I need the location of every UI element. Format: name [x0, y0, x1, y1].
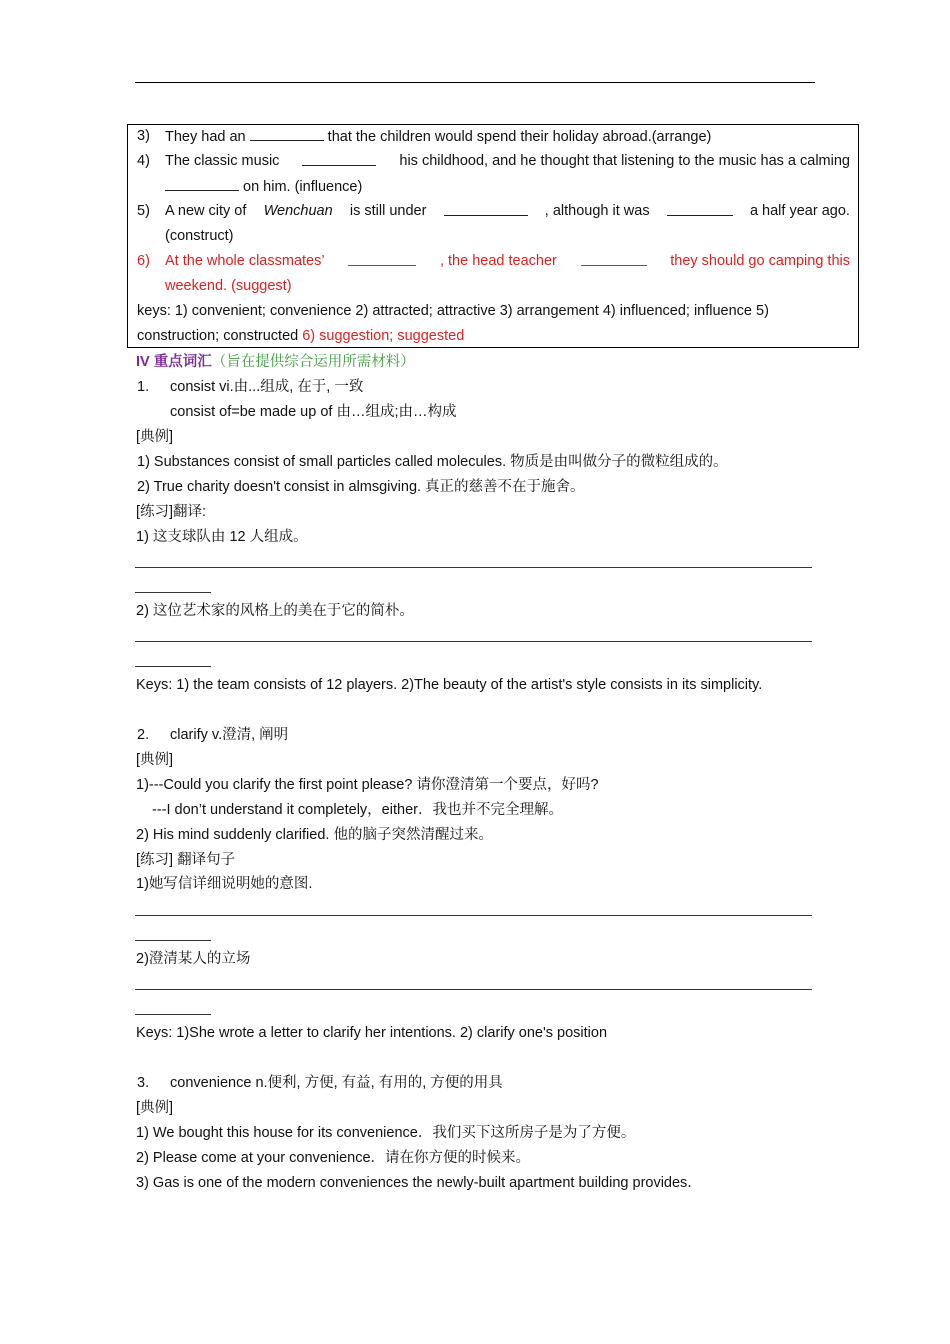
word-2-number: 2. [137, 727, 150, 743]
word-3-example-2: 2) Please come at your convenience．请在你方便的时候来。 [136, 1150, 531, 1166]
box-item-4-line-2: on him. (influence) [165, 176, 362, 197]
section-heading: IV 重点词汇（旨在提供综合运用所需材料） [136, 354, 415, 370]
box-item-6-line-1: At the whole classmates’ , the head teacher they should go camping this [165, 253, 850, 269]
word-3-example-label: [典例] [136, 1100, 174, 1116]
word-1-example-2: 2) True charity doesn't consist in almsgiving. 真正的慈善不在于施舍。 [137, 479, 585, 495]
word-1-practice-1: 1) 这支球队由 12 人组成。 [136, 529, 308, 545]
word-1-example-1: 1) Substances consist of small particles called molecules. 物质是由叫做分子的微粒组成的。 [137, 454, 728, 470]
word-2-practice-1: 1)她写信详细说明她的意图. [136, 876, 313, 892]
word-1-heading: consist vi.由...组成, 在于, 一致 [170, 379, 364, 395]
box-keys-line-1: keys: 1) convenient; convenience 2) attracted; attractive 3) arrangement 4) influenced; influence 5) [137, 303, 769, 319]
box-keys-line-2: construction; constructed 6) suggestion; suggested [137, 328, 465, 344]
box-item-5-line-1: A new city of Wenchuan is still under , although it was a half year ago. [165, 203, 850, 219]
word-1-sub: consist of=be made up of 由…组成;由…构成 [170, 404, 457, 420]
answer-line [135, 1014, 211, 1015]
box-item-3: They had an that the children would spend their holiday abroad.(arrange) [165, 126, 711, 147]
answer-line [135, 940, 211, 941]
box-item-4-line-1: The classic music his childhood, and he thought that listening to the music has a calming [165, 153, 850, 169]
word-2-practice-label: [练习] 翻译句子 [136, 852, 236, 868]
word-2-example-label: [典例] [136, 752, 174, 768]
word-2-practice-2: 2)澄清某人的立场 [136, 951, 251, 967]
word-2-example-1b: ---I don’t understand it completely，either．我也并不完全理解。 [152, 802, 563, 818]
answer-line [135, 989, 812, 990]
word-3-number: 3. [137, 1075, 150, 1091]
answer-line [135, 641, 812, 642]
word-1-number: 1. [137, 379, 150, 395]
box-item-5-number: 5) [137, 203, 150, 219]
answer-line [135, 567, 812, 568]
answer-line [135, 915, 812, 916]
word-2-heading: clarify v.澄清, 阐明 [170, 727, 289, 743]
word-1-example-label: [典例] [136, 429, 174, 445]
word-3-heading: convenience n.便利, 方便, 有益, 有用的, 方便的用具 [170, 1075, 503, 1091]
box-item-4-number: 4) [137, 153, 150, 169]
word-1-practice-label: [练习]翻译: [136, 504, 207, 520]
word-1-practice-2: 2) 这位艺术家的风格上的美在于它的简朴。 [136, 603, 414, 619]
box-item-3-number: 3) [137, 128, 150, 144]
word-2-example-2: 2) His mind suddenly clarified. 他的脑子突然清醒过来。 [136, 827, 493, 843]
word-3-example-3: 3) Gas is one of the modern conveniences the newly-built apartment building provides． [136, 1175, 702, 1191]
answer-line [135, 666, 211, 667]
word-3-example-1: 1) We bought this house for its convenience．我们买下这所房子是为了方便。 [136, 1125, 636, 1141]
answer-line [135, 592, 211, 593]
box-item-6-line-2: weekend. (suggest) [165, 278, 292, 294]
box-item-5-line-2: (construct) [165, 228, 234, 244]
header-rule [135, 82, 815, 83]
word-1-keys: Keys: 1) the team consists of 12 players. 2)The beauty of the artist's style consists in its simplicity. [136, 677, 763, 693]
word-2-example-1: 1)---Could you clarify the first point please? 请你澄清第一个要点，好吗? [136, 777, 599, 793]
box-item-6-number: 6) [137, 253, 150, 269]
word-2-keys: Keys: 1)She wrote a letter to clarify her intentions. 2) clarify one's position [136, 1025, 608, 1041]
